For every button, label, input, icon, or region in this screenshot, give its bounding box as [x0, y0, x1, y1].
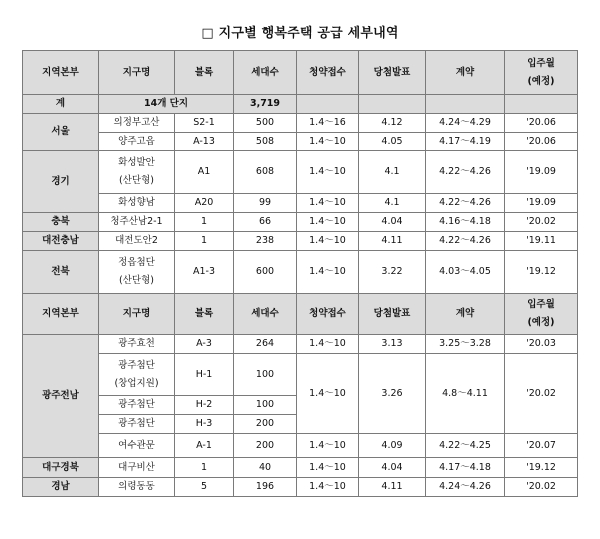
winners-cell: 3.26	[359, 354, 426, 434]
block-cell: A-13	[175, 133, 234, 151]
block-cell: S2-1	[175, 114, 234, 133]
block-cell: A-1	[175, 434, 234, 458]
district-cell: 청주산남2-1	[99, 213, 175, 232]
table-row	[23, 354, 578, 396]
district-cell: 여수관문	[99, 434, 175, 458]
contract-cell: 4.17～4.19	[426, 133, 505, 151]
contract-cell: 4.22～4.26	[426, 232, 505, 251]
subscription-cell: 1.4～10	[297, 335, 359, 354]
winners-cell: 4.04	[359, 458, 426, 478]
households-cell: 66	[234, 213, 297, 232]
contract-cell: 4.24～4.29	[426, 114, 505, 133]
table-row	[23, 434, 578, 458]
contract-cell: 4.16～4.18	[426, 213, 505, 232]
winners-cell: 4.1	[359, 151, 426, 194]
header-subscription: 청약접수	[297, 294, 359, 335]
households-cell: 100	[234, 396, 297, 415]
block-cell: H-3	[175, 415, 234, 434]
subscription-cell: 1.4～10	[297, 354, 359, 434]
header-district: 지구명	[99, 51, 175, 95]
header-block: 블록	[175, 294, 234, 335]
households-cell: 40	[234, 458, 297, 478]
households-cell: 196	[234, 478, 297, 497]
header-row	[23, 294, 578, 335]
move-in-cell: '19.11	[505, 232, 578, 251]
subscription-cell: 1.4～10	[297, 151, 359, 194]
district-cell: 의령동동	[99, 478, 175, 497]
page-title: □ 지구별 행복주택 공급 세부내역	[201, 26, 399, 41]
header-winners: 당첨발표	[359, 294, 426, 335]
header-contract: 계약	[426, 51, 505, 95]
winners-cell: 4.05	[359, 133, 426, 151]
contract-cell: 4.17～4.18	[426, 458, 505, 478]
header-move-in: 입주월 (예정)	[505, 51, 578, 95]
move-in-cell: '20.02	[505, 478, 578, 497]
table-row	[23, 133, 578, 151]
district-cell: 정읍첨단 (산단형)	[99, 251, 175, 294]
move-in-cell: '20.03	[505, 335, 578, 354]
households-cell: 508	[234, 133, 297, 151]
header-region: 지역본부	[23, 294, 99, 335]
contract-cell: 4.22～4.26	[426, 194, 505, 213]
subscription-cell: 1.4～10	[297, 194, 359, 213]
district-cell: 광주효천	[99, 335, 175, 354]
table-row	[23, 478, 578, 497]
winners-cell: 4.11	[359, 232, 426, 251]
households-cell: 238	[234, 232, 297, 251]
winners-cell: 4.04	[359, 213, 426, 232]
total-households: 3,719	[234, 95, 297, 114]
contract-cell: 4.03～4.05	[426, 251, 505, 294]
winners-cell: 4.1	[359, 194, 426, 213]
region-cell: 충북	[23, 213, 99, 232]
table-row	[23, 251, 578, 294]
region-cell: 대구경북	[23, 458, 99, 478]
total-label: 계	[23, 95, 99, 114]
block-cell: A20	[175, 194, 234, 213]
winners-cell: 3.13	[359, 335, 426, 354]
table-row	[23, 335, 578, 354]
subscription-cell: 1.4～10	[297, 251, 359, 294]
header-households: 세대수	[234, 51, 297, 95]
region-cell: 경기	[23, 151, 99, 213]
winners-cell: 4.09	[359, 434, 426, 458]
move-in-cell: '20.06	[505, 133, 578, 151]
district-cell: 화성향남	[99, 194, 175, 213]
move-in-cell: '20.02	[505, 213, 578, 232]
subscription-cell: 1.4～10	[297, 213, 359, 232]
district-cell: 광주첨단 (창업지원)	[99, 354, 175, 396]
move-in-cell: '19.12	[505, 458, 578, 478]
subscription-cell: 1.4～10	[297, 434, 359, 458]
block-cell: H-1	[175, 354, 234, 396]
block-cell: 1	[175, 458, 234, 478]
region-cell: 전북	[23, 251, 99, 294]
district-cell: 광주첨단	[99, 396, 175, 415]
contract-cell: 3.25～3.28	[426, 335, 505, 354]
header-district: 지구명	[99, 294, 175, 335]
move-in-cell: '20.07	[505, 434, 578, 458]
table-row	[23, 194, 578, 213]
subscription-cell: 1.4～10	[297, 478, 359, 497]
contract-cell: 4.22～4.25	[426, 434, 505, 458]
contract-cell: 4.8～4.11	[426, 354, 505, 434]
move-in-cell: '19.09	[505, 151, 578, 194]
block-cell: 5	[175, 478, 234, 497]
households-cell: 500	[234, 114, 297, 133]
table-row	[23, 114, 578, 133]
header-region: 지역본부	[23, 51, 99, 95]
block-cell: A1	[175, 151, 234, 194]
header-block: 블록	[175, 51, 234, 95]
block-cell: H-2	[175, 396, 234, 415]
winners-cell: 4.11	[359, 478, 426, 497]
header-winners: 당첨발표	[359, 51, 426, 95]
block-cell: 1	[175, 213, 234, 232]
subscription-cell: 1.4～16	[297, 114, 359, 133]
table-row	[23, 213, 578, 232]
region-cell: 경남	[23, 478, 99, 497]
block-cell: A-3	[175, 335, 234, 354]
winners-cell: 4.12	[359, 114, 426, 133]
region-cell: 광주전남	[23, 335, 99, 458]
block-cell: A1-3	[175, 251, 234, 294]
district-cell: 대전도안2	[99, 232, 175, 251]
move-in-cell: '19.12	[505, 251, 578, 294]
winners-cell: 3.22	[359, 251, 426, 294]
households-cell: 200	[234, 415, 297, 434]
households-cell: 99	[234, 194, 297, 213]
subscription-cell: 1.4～10	[297, 232, 359, 251]
block-cell: 1	[175, 232, 234, 251]
total-districts: 14개 단지	[99, 95, 234, 114]
households-cell: 100	[234, 354, 297, 396]
subscription-cell: 1.4～10	[297, 133, 359, 151]
district-cell: 의정부고산	[99, 114, 175, 133]
district-cell: 양주고읍	[99, 133, 175, 151]
households-cell: 600	[234, 251, 297, 294]
district-cell: 광주첨단	[99, 415, 175, 434]
table-row	[23, 458, 578, 478]
contract-cell: 4.22～4.26	[426, 151, 505, 194]
subscription-cell: 1.4～10	[297, 458, 359, 478]
header-households: 세대수	[234, 294, 297, 335]
households-cell: 608	[234, 151, 297, 194]
table-row	[23, 151, 578, 194]
table-row	[23, 232, 578, 251]
header-row	[23, 51, 578, 95]
region-cell: 서울	[23, 114, 99, 151]
region-cell: 대전충남	[23, 232, 99, 251]
district-cell: 대구비산	[99, 458, 175, 478]
households-cell: 200	[234, 434, 297, 458]
move-in-cell: '20.06	[505, 114, 578, 133]
move-in-cell: '20.02	[505, 354, 578, 434]
header-move-in: 입주월 (예정)	[505, 294, 578, 335]
header-subscription: 청약접수	[297, 51, 359, 95]
households-cell: 264	[234, 335, 297, 354]
move-in-cell: '19.09	[505, 194, 578, 213]
district-cell: 화성발안 (산단형)	[99, 151, 175, 194]
total-row	[23, 95, 578, 114]
contract-cell: 4.24～4.26	[426, 478, 505, 497]
header-contract: 계약	[426, 294, 505, 335]
supply-details-table	[22, 50, 578, 497]
